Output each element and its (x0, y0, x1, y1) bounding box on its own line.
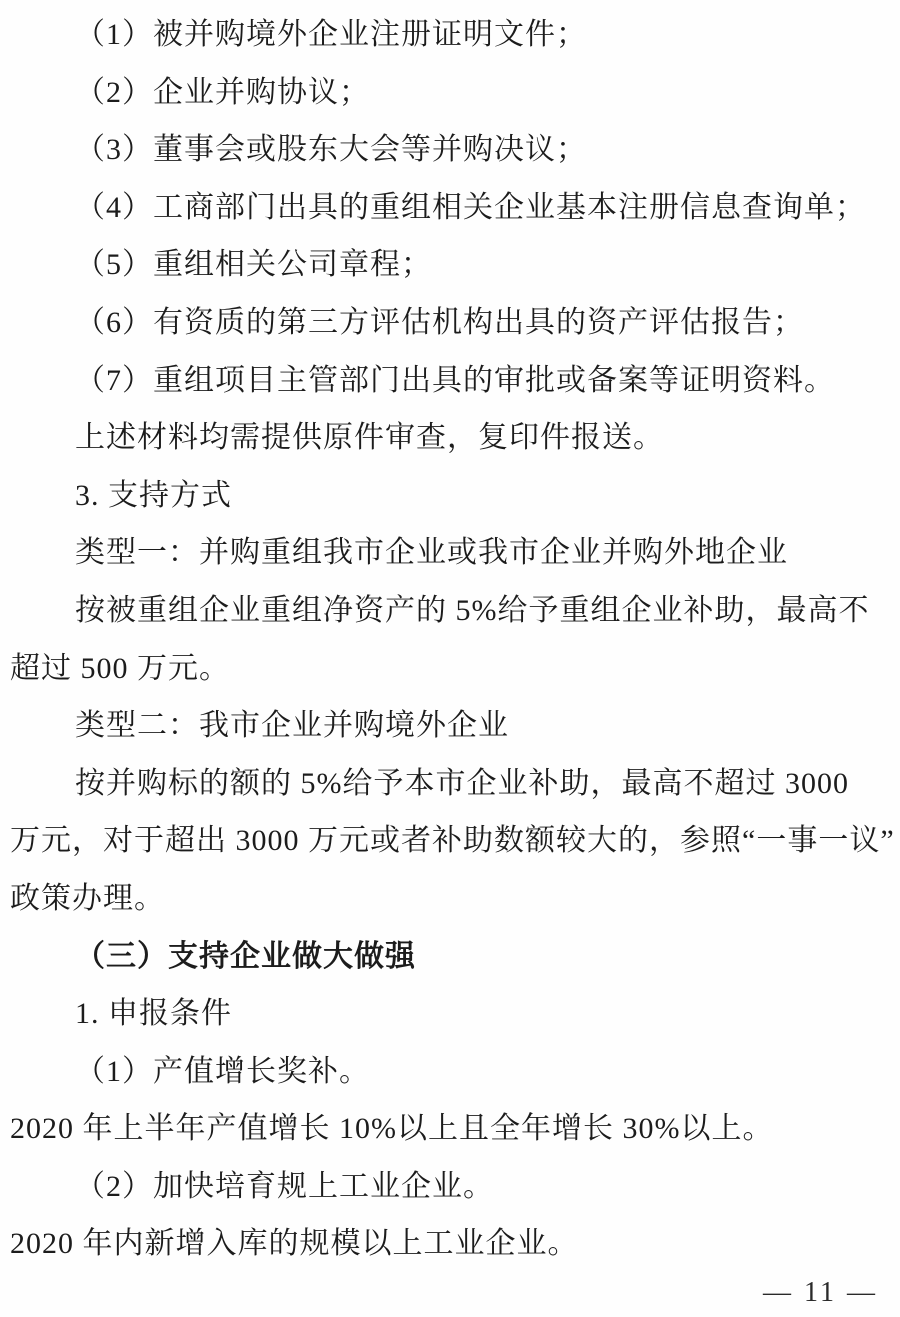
text-line: 政策办理。 (10, 881, 165, 915)
text-line: （2）加快培育规上工业企业。 (75, 1169, 494, 1203)
text-line: （4）工商部门出具的重组相关企业基本注册信息查询单； (75, 190, 866, 224)
text-line: 2020 年上半年产值增长 10%以上且全年增长 30%以上。 (10, 1112, 774, 1146)
text-line: 类型一：并购重组我市企业或我市企业并购外地企业 (75, 536, 788, 570)
text-line: 3. 支持方式 (75, 478, 232, 512)
text-line: 1. 申报条件 (75, 997, 232, 1031)
text-line: 上述材料均需提供原件审查，复印件报送。 (75, 421, 664, 455)
page-number: — 11 — (763, 1277, 878, 1308)
text-line: 万元，对于超出 3000 万元或者补助数额较大的，参照“一事一议” (10, 824, 895, 858)
document-body (10, 6, 894, 1273)
text-line: 2020 年内新增入库的规模以上工业企业。 (10, 1227, 579, 1261)
text-line: （1）被并购境外企业注册证明文件； (75, 18, 587, 51)
text-line: 按被重组企业重组净资产的 5%给予重组企业补助，最高不 (75, 593, 870, 627)
text-line: 按并购标的额的 5%给予本市企业补助，最高不超过 3000 (75, 766, 849, 800)
text-line: （1）产值增长奖补。 (75, 1054, 370, 1088)
text-line: 超过 500 万元。 (10, 651, 230, 685)
text-line: （5）重组相关公司章程； (75, 248, 432, 282)
text-line: 类型二：我市企业并购境外企业 (75, 709, 509, 743)
text-line: （2）企业并购协议； (75, 75, 370, 109)
text-line: （7）重组项目主管部门出具的审批或备案等证明资料。 (75, 363, 835, 397)
text-line: （三）支持企业做大做强 (75, 939, 416, 973)
text-line: （3）董事会或股东大会等并购决议； (75, 133, 587, 167)
text-line: （6）有资质的第三方评估机构出具的资产评估报告； (75, 305, 804, 339)
